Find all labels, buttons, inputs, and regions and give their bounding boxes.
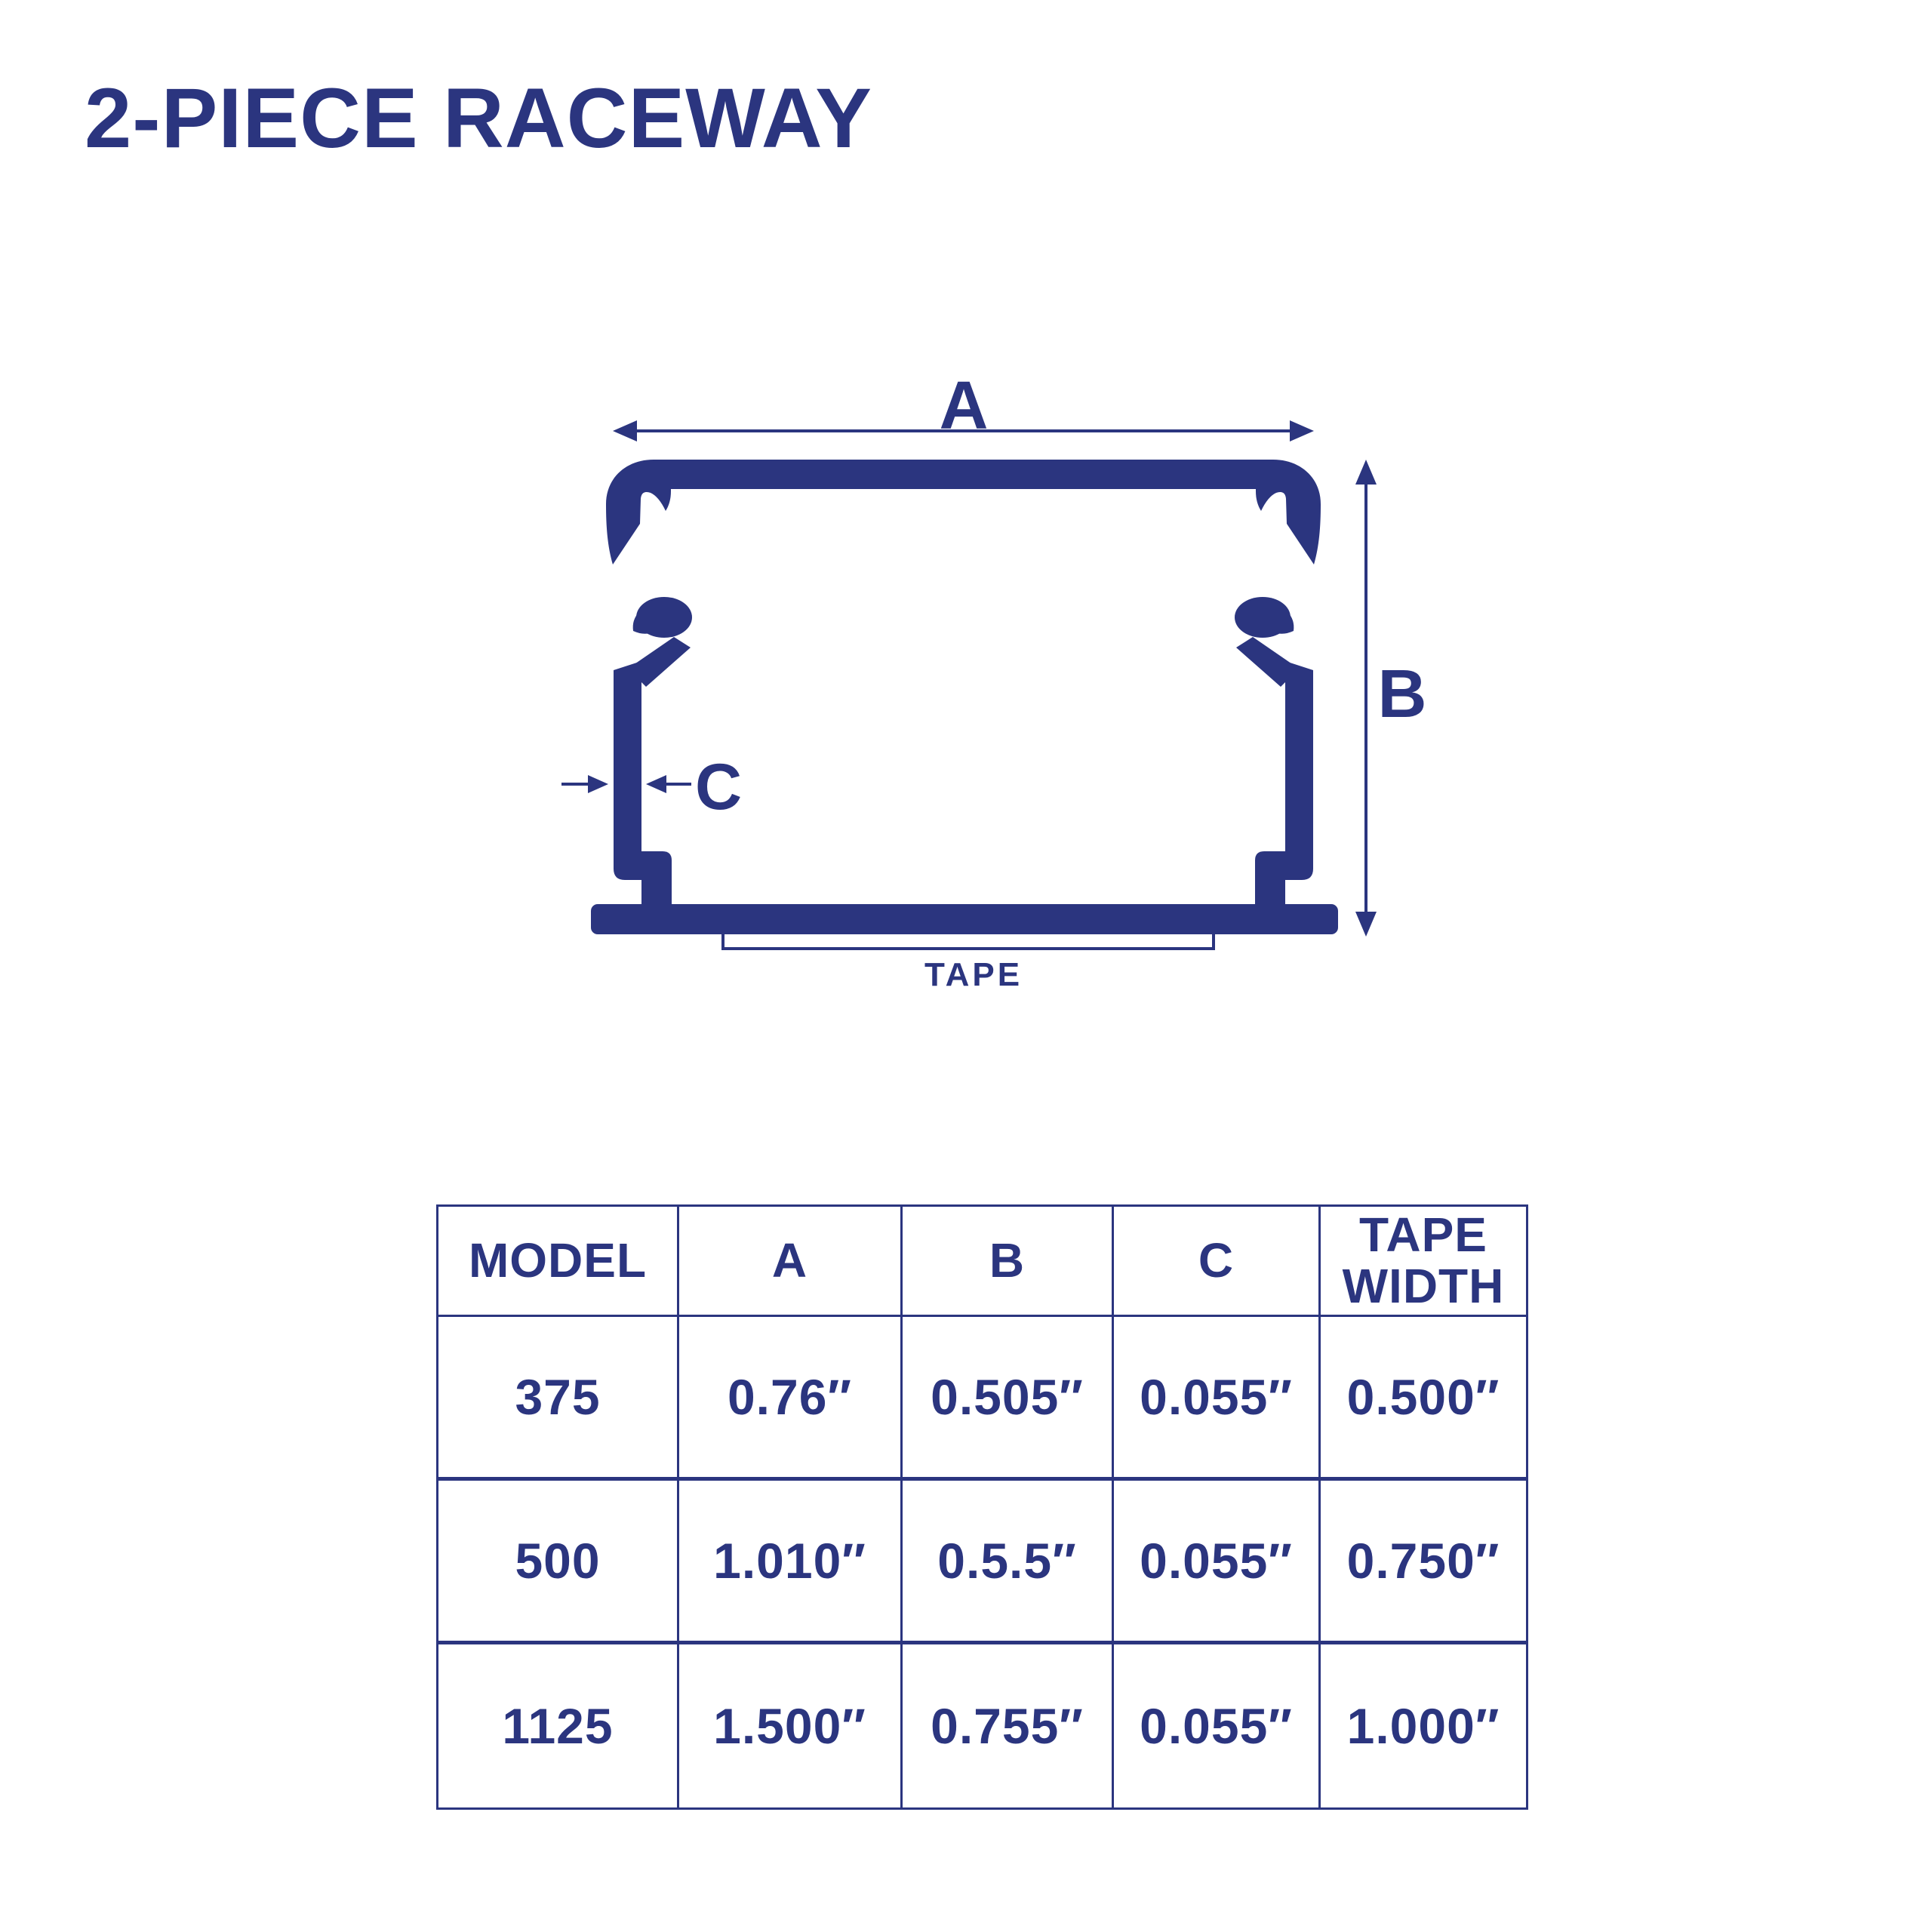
cell-a: 1.500″ <box>678 1643 902 1809</box>
cell-b: 0.755″ <box>902 1643 1113 1809</box>
cell-c: 0.055″ <box>1113 1316 1320 1479</box>
dimension-c-arrowhead-left <box>588 775 608 793</box>
tape-width-bracket <box>723 934 1214 949</box>
cell-b: 0.5.5″ <box>902 1479 1113 1643</box>
cell-tape-width: 1.000″ <box>1320 1643 1527 1809</box>
col-header-a: A <box>678 1206 902 1316</box>
raceway-right-wall <box>1235 597 1313 909</box>
cell-tape-width: 0.750″ <box>1320 1479 1527 1643</box>
right-wall-foot <box>1255 851 1285 909</box>
dimension-a-arrowhead-left <box>613 420 637 441</box>
raceway-cover-profile <box>606 460 1321 565</box>
cell-tape-width: 0.500″ <box>1320 1316 1527 1479</box>
raceway-left-wall <box>614 597 692 909</box>
cell-model: 1125 <box>438 1643 678 1809</box>
table-row <box>438 1316 1527 1479</box>
table-row <box>438 1479 1527 1643</box>
tape-label: TAPE <box>924 956 1023 993</box>
left-wall-upright <box>614 661 641 880</box>
col-header-c: C <box>1113 1206 1320 1316</box>
dimension-b-label: B <box>1377 657 1427 732</box>
cell-a: 0.76″ <box>678 1316 902 1479</box>
col-header-b: B <box>902 1206 1113 1316</box>
page-title: 2-PIECE RACEWAY <box>85 71 872 165</box>
dimension-b-arrowhead-top <box>1355 460 1377 485</box>
dimension-a-arrowhead-right <box>1290 420 1314 441</box>
dimension-b <box>1355 460 1427 937</box>
table-row <box>438 1643 1527 1809</box>
col-header-model: MODEL <box>438 1206 678 1316</box>
cell-model: 500 <box>438 1479 678 1643</box>
spec-table <box>436 1204 1528 1810</box>
cell-a: 1.010″ <box>678 1479 902 1643</box>
raceway-base-plate <box>591 904 1338 934</box>
dimension-a <box>613 368 1314 444</box>
dimension-c-arrowhead-right <box>646 775 666 793</box>
dimension-c <box>561 751 742 823</box>
dimension-a-label: A <box>939 368 989 444</box>
right-wall-upright <box>1285 661 1313 880</box>
dimension-c-label: C <box>694 751 743 823</box>
left-wall-foot <box>641 851 672 909</box>
cell-c: 0.055″ <box>1113 1479 1320 1643</box>
cell-b: 0.505″ <box>902 1316 1113 1479</box>
table-header-row <box>438 1206 1527 1316</box>
col-header-tape-width: TAPE WIDTH <box>1320 1206 1527 1316</box>
cell-model: 375 <box>438 1316 678 1479</box>
dimension-b-arrowhead-bottom <box>1355 912 1377 937</box>
cell-c: 0.055″ <box>1113 1643 1320 1809</box>
